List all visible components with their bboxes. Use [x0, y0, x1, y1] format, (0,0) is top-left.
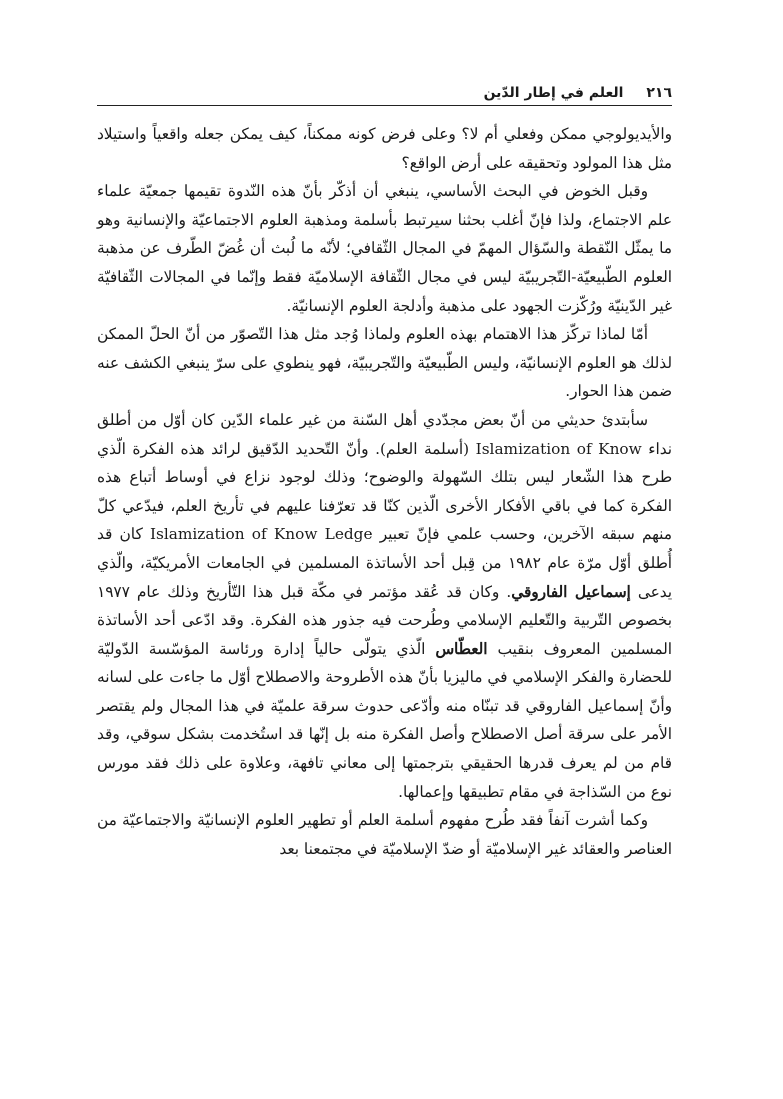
- person-name-faruqi: إسماعيل الفاروقي: [511, 582, 631, 601]
- paragraph-4: [97, 406, 672, 806]
- header-title: العلم في إطار الدّين: [483, 85, 624, 101]
- paragraph-4-part-3: كان قد أُطلق أوّل مرّة عام ١٩٨٢ من قِبل أحد الأساتذة المسلمين في الجامعات الأمريكيّة، والّذي يدعى: [97, 525, 672, 601]
- paragraph-4-opening: سأبتدئ حديثي من أنّ بعض مجدّدي أهل السّنة من غير علماء الدّين كان أوّل من أطلق نداء: [97, 410, 673, 458]
- paragraph-1: والأيديولوجي ممكن وفعلي أم لا؟ وعلى فرض كونه ممكناً، كيف يمكن جعله واقعياً واستيلاد مثل هذا المولود وتحقيقه على أرض الواقع؟: [97, 125, 672, 172]
- running-header: [97, 80, 672, 106]
- paragraph-5: وكما أشرت آنفاً فقد طُرح مفهوم أسلمة العلم أو تطهير العلوم الإنسانيّة والاجتماعيّة من العناصر والعقائد غير الإسلاميّة أو ضدّ الإسلاميّة في مجتمعنا بعد: [97, 811, 672, 858]
- paragraph-4-closing: الّذي يتولّى حالياً إدارة ورئاسة المؤسّسة الدّوليّة للحضارة والفكر الإسلامي في ماليزيا بأنّ هذه الأطروحة والاصطلاح أوّل ما جاءت على لسانه وأنّ إسماعيل الفاروقي قد تبنّاه منه وأدّعى حدوث سرقة علميّة في هذا المجال ولم يقتصر الأمر على سرقة أصل الاصطلاح وأصل الفكرة منه بل إنّها قد استُخدمت بشكل سوقي، وقد قام من لم يعرف قدرها الحقيقي بترجمتها إلى معاني تافهة، وعلاوة على ذلك فقد مورس نوع من السّذاجة في مقام تطبيقها وإعمالها.: [97, 639, 672, 801]
- paragraph-4-part-4: . وكان قد عُقد مؤتمر في مكّة قبل هذا التّأريخ وذلك عام ١٩٧٧ بخصوص التّربية والتّعليم الإسلامي وطُرحت فيه جذور هذه الفكرة. وقد ادّعى أحد الأساتذة المسلمين المعروف بنقيب: [97, 582, 672, 658]
- paragraph-3: أمّا لماذا تركّز هذا الاهتمام بهذه العلوم ولماذا وُجد مثل هذا التّصوّر من أنّ الحلّ الممكن لذلك هو العلوم الإنسانيّة، وليس الطّبيعيّة والتّجريبيّة، فهو ينطوي على سرّ ينبغي الكشف عنه ضمن هذا الحوار.: [97, 325, 672, 401]
- body-text: [97, 120, 672, 863]
- page-number: ٢١٦: [646, 85, 672, 101]
- paragraph-2: وقبل الخوض في البحث الأساسي، ينبغي أن أذكّر بأنّ هذه النّدوة تقيمها جمعيّة علماء علم الاجتماع، ولذا فإنّ أغلب بحثنا سيرتبط بأسلمة ومذهبة العلوم الاجتماعيّة والإنسانية وهو ما يمثّل النّقطة والسّؤال المهمّ في المجال الثّقافي؛ لأنّه ما لُبث أن غُضّ الطّرف عن مذهبة العلوم الطّبيعيّة-التّجريبيّة ليس في مجال الثّقافة الإسلاميّة فقط وإنّما في المجالات الثّقافيّة غير الدّينيّة ورُكّزت الجهود على مذهبة وأدلجة العلوم الإنسانيّة.: [97, 182, 672, 315]
- person-name-attas: العطّاس: [435, 639, 488, 658]
- paragraph-4-part-2: (أسلمة العلم). وأنّ التّحديد الدّقيق لرائد هذه الفكرة الّذي طرح هذا الشّعار ليس بتلك السّهولة والوضوح؛ وذلك لوجود نزاع في أوساط أتباع هذه الفكرة كما في باقي الأفكار الأخرى الّذين كنّا قد تعرّفنا عليهم في تأريخ العلم، فيدّعي كلّ منهم سبقه الآخرين، وحسب علمي فإنّ تعبير: [97, 439, 672, 544]
- latin-term-full: Islamization of Know Ledge: [149, 525, 373, 544]
- latin-term-short: Islamization of Know: [475, 439, 642, 458]
